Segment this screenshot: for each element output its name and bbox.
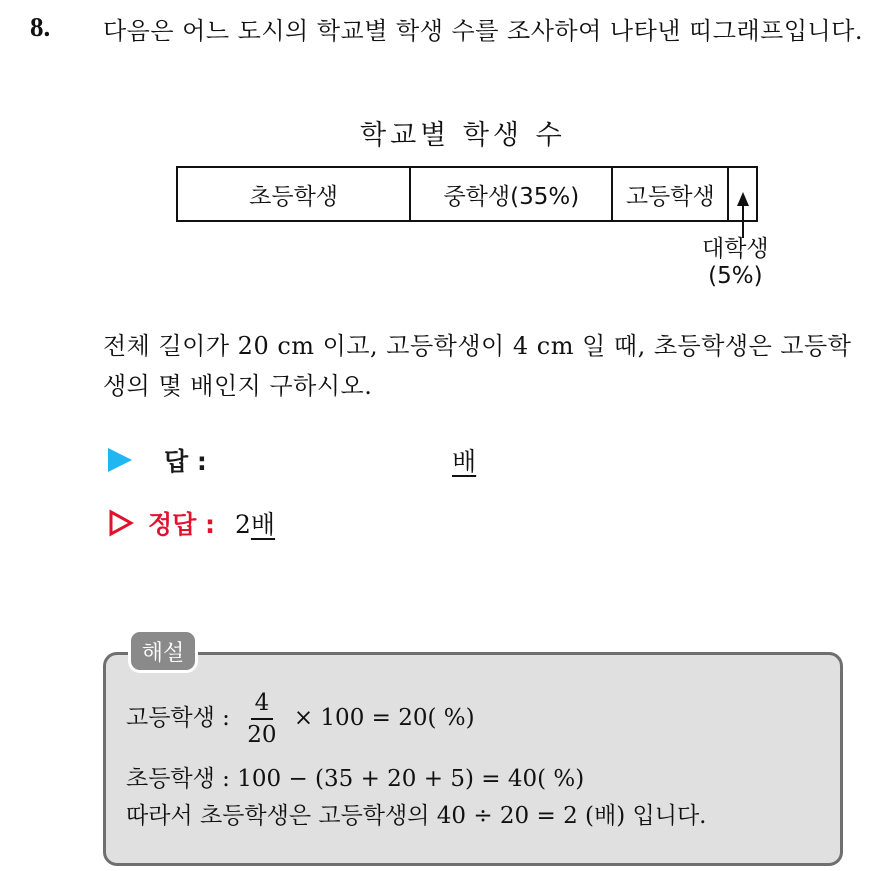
correct-number: 2 [235, 510, 251, 539]
fraction-numerator: 4 [251, 690, 274, 720]
strip-segment-1 [178, 168, 409, 220]
segment-label: 중학생(35%) [443, 183, 580, 210]
outline-triangle-icon [108, 509, 134, 537]
answer-unit: 배 [452, 447, 477, 476]
answer-label: 답 : [164, 447, 207, 476]
fraction-denominator: 20 [247, 722, 277, 748]
chart-title: 학교별 학생 수 [360, 120, 566, 151]
callout-percent: (5%) [708, 263, 763, 289]
callout-name: 대학생 [702, 236, 769, 262]
strip-segment-2 [409, 168, 611, 220]
explanation-line-2: 초등학생 : 100 − (35 + 20 + 5) = 40( %) [126, 766, 585, 792]
explanation-line-3: 따라서 초등학생은 고등학생의 40 ÷ 20 = 2 (배) 입니다. [126, 803, 707, 829]
fraction [243, 690, 280, 748]
callout-label [702, 236, 769, 290]
question-number: 8. [30, 12, 51, 42]
line1-suffix: × 100 = 20( %) [293, 705, 475, 731]
answer-row [108, 442, 207, 478]
play-triangle-icon [108, 448, 132, 472]
strip-segment-3 [611, 168, 727, 220]
question-text: 다음은 어느 도시의 학교별 학생 수를 조사하여 나타낸 띠그래프입니다. [103, 17, 863, 45]
segment-label: 고등학생 [625, 183, 715, 210]
line1-prefix: 고등학생 : [126, 705, 230, 731]
strip-graph [176, 166, 758, 222]
correct-unit: 배 [250, 510, 276, 539]
segment-label: 초등학생 [249, 183, 339, 210]
correct-label: 정답 : [148, 510, 216, 539]
explanation-tab: 해설 [128, 629, 198, 673]
correct-value [235, 505, 275, 541]
problem-text: 전체 길이가 20 cm 이고, 고등학생이 4 cm 일 때, 초등학생은 고등학생의 몇 배인지 구하시오. [103, 332, 852, 400]
explanation-line-1 [126, 690, 475, 748]
explanation-box [103, 652, 843, 866]
correct-row [108, 505, 275, 541]
up-arrow-icon [736, 192, 750, 238]
